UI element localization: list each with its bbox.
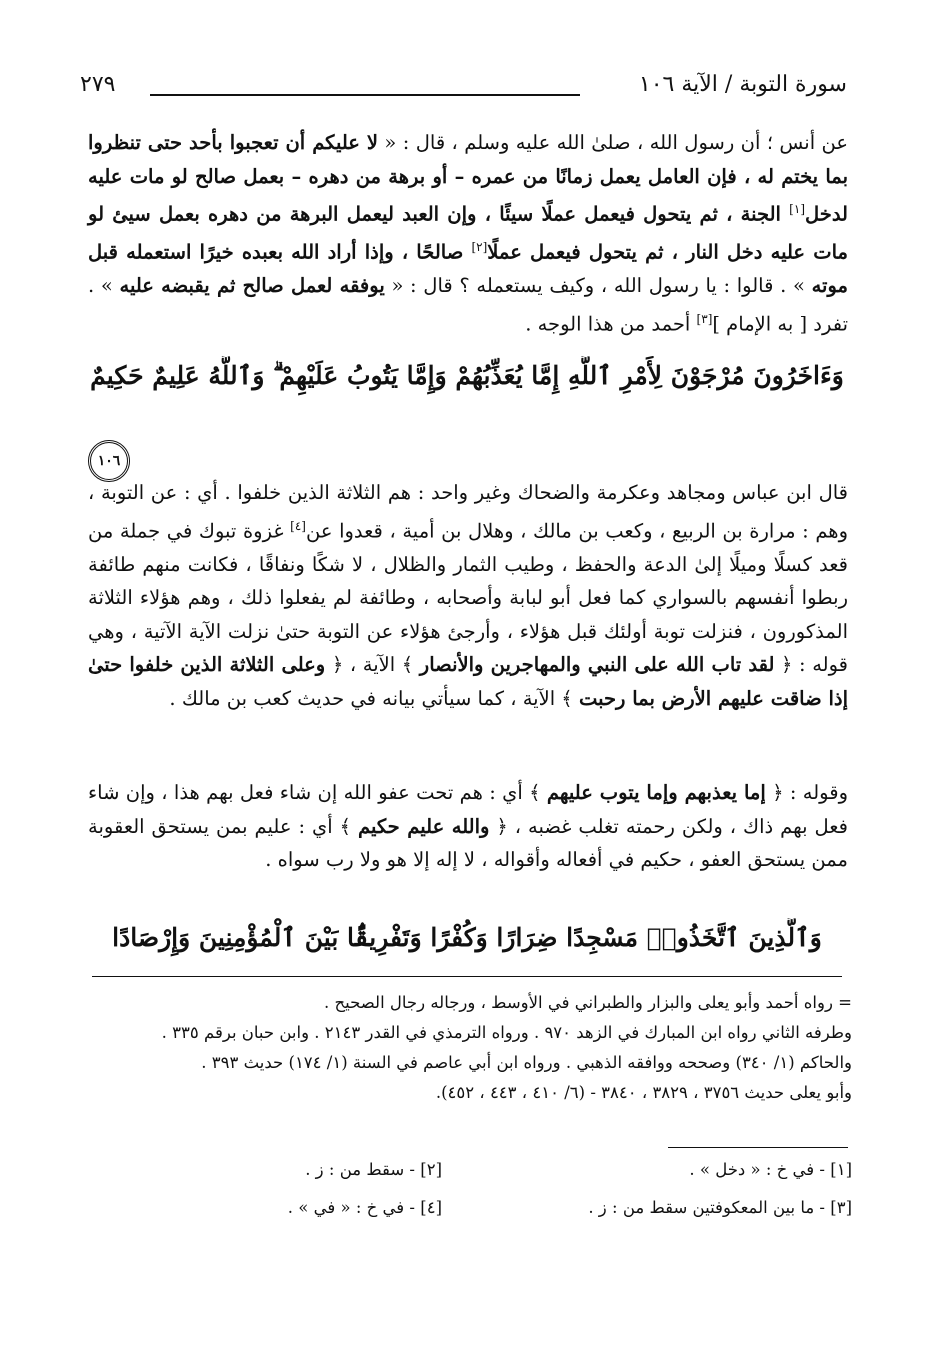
footnote-rule [92,976,842,977]
quoted-text: وعلى الثلاثة الذين خلفوا حتىٰ إذا ضاقت عليهم الأرض بما رحبت [88,653,848,710]
text-run: ﴾ الآية ، ﴿ [325,653,420,676]
quoted-text: والله عليم حكيم [358,814,490,838]
quoted-text: صالحًا ، وإذا أراد الله بعبده خيرًا استعمله قبل موته [88,240,848,297]
quoted-text: الجنة ، ثم يتحول فيعمل عملًا سيئًا ، وإن العبد ليعمل البرهة من دهره بعمل سيئ لو مات عليه دخل النار ، ثم يتحول فيعمل عملًا [88,202,848,264]
text-run: وقوله : ﴿ [765,781,848,804]
reference-line: وأبو يعلى حديث ٣٧٥٦ ، ٣٨٢٩ ، ٣٨٤٠ - (٦/ ٤١٠ ، ٤٤٣ ، ٤٥٢). [435,1083,852,1102]
text-run: أحمد من هذا الوجه . [525,312,697,335]
quran-verse-107-start: وَٱلَّذِينَ ٱتَّخَذُوا۟ مَسْجِدًا ضِرَارًا وَكُفْرًا وَتَفْرِيقًۢا بَيْنَ ٱلْمُؤْمِنِينَ وَإِرْصَادًا [112,923,822,952]
footnote-marker: [١] [789,202,805,216]
tafsir-paragraph-2 [88,776,848,877]
text-run: ﴾ الآية ، كما سيأتي بيانه في حديث كعب بن مالك . [169,686,579,710]
notes-rule [668,1147,848,1148]
note-4: [٤] - في خ : « في » . [287,1198,442,1217]
page-number: ٢٧٩ [80,72,116,97]
footnote-marker: [٢] [471,240,488,254]
page-header [80,72,847,106]
quoted-text: إما يعذبهم وإما يتوب عليهم [546,781,766,804]
reference-line: = رواه أحمد وأبو يعلى والبزار والطبراني في الأوسط ، ورجاله رجال الصحيح . [323,993,852,1012]
note-1: [١] - في خ : « دخل » . [689,1160,852,1179]
text-run: » . تفرد [ به الإمام ] [88,274,848,335]
reference-line: وطرفه الثاني رواه ابن المبارك في الزهد ٩٧٠ . ورواه الترمذي في القدر ٢١٤٣ . وابن حبان برقم ٣٣٥ . [161,1023,852,1042]
quran-verse-106: وَءَاخَرُونَ مُرْجَوْنَ لِأَمْرِ ٱللَّهِ إِمَّا يُعَذِّبُهُمْ وَإِمَّا يَتُوبُ عَلَيْهِمْ ۗ وَٱللَّهُ عَلِيمٌ حَكِيمٌ [90,361,844,390]
note-3: [٣] - ما بين المعكوفتين سقط من : ز . [588,1198,852,1217]
tafsir-paragraph [88,476,848,715]
quoted-text: يوفقه لعمل صالح ثم يقبضه عليه [119,274,385,297]
hadith-paragraph [88,126,848,341]
text-run: عن أنس ؛ أن رسول الله ، صلىٰ الله عليه وسلم ، قال : « [378,131,848,154]
note-2: [٢] - سقط من : ز . [305,1160,442,1179]
footnote-marker: [٣] [696,311,713,326]
quoted-text: لقد تاب الله على النبي والمهاجرين والأنصار [419,653,775,676]
reference-line: والحاكم (١/ ٣٤٠) وصححه ووافقه الذهبي . ورواه ابن أبي عاصم في السنة (١/ ١٧٤) حديث ٣٩٣ . [201,1053,852,1072]
text-run: قال ابن عباس ومجاهد وعكرمة والضحاك وغير واحد : هم الثلاثة الذين خلفوا . أي : عن التوبة ، وهم : مرارة بن الربيع ، وكعب بن مالك ، وهلال بن أمية ، قعدوا عن [88,481,848,542]
text-run: غزوة تبوك في جملة من قعد كسلًا وميلًا إلىٰ الدعة والحفظ ، وطيب الثمار والظلال ، لا شكًا ونفاقًا ، فكانت منهم طائفة ربطوا أنفسهم بالسواري كما فعل أبو لبابة وأصحابه ، وطائفة لم يفعلوا ذلك ، وهم هؤلاء الثلاثة المذكورون ، فنزلت توبة أولئك قبل هؤلاء ، وأرجئ هؤلاء عن التوبة حتىٰ نزلت الآية الآتية ، وهي قوله : ﴿ [88,519,849,676]
header-rule [150,94,580,96]
text-run: ﴾ أي : عليم بمن يستحق العقوبة ممن يستحق العفو ، حكيم في أفعاله وأقواله ، لا إله إلا هو ولا رب سواه . [88,814,848,871]
quoted-text: لا عليكم أن تعجبوا بأحد حتى تنظروا بما يختم له ، فإن العامل يعمل زمانًا من عمره – أو برهة من دهره – بعمل صالح لو مات عليه لدخل [88,131,848,226]
ayah-number-marker: ١٠٦ [88,440,130,482]
text-run: ﴾ أي : هم تحت عفو الله إن شاء فعل بهم هذا ، وإن شاء فعل بهم ذاك ، ولكن رحمته تغلب غضبه ، ﴿ [88,781,849,838]
text-run: » . قالوا : يا رسول الله ، وكيف يستعمله ؟ قال : « [384,274,812,297]
footnote-marker: [٤] [290,518,306,533]
surah-title: سورة التوبة / الآية ١٠٦ [638,72,847,97]
hadith-references [92,988,852,1108]
